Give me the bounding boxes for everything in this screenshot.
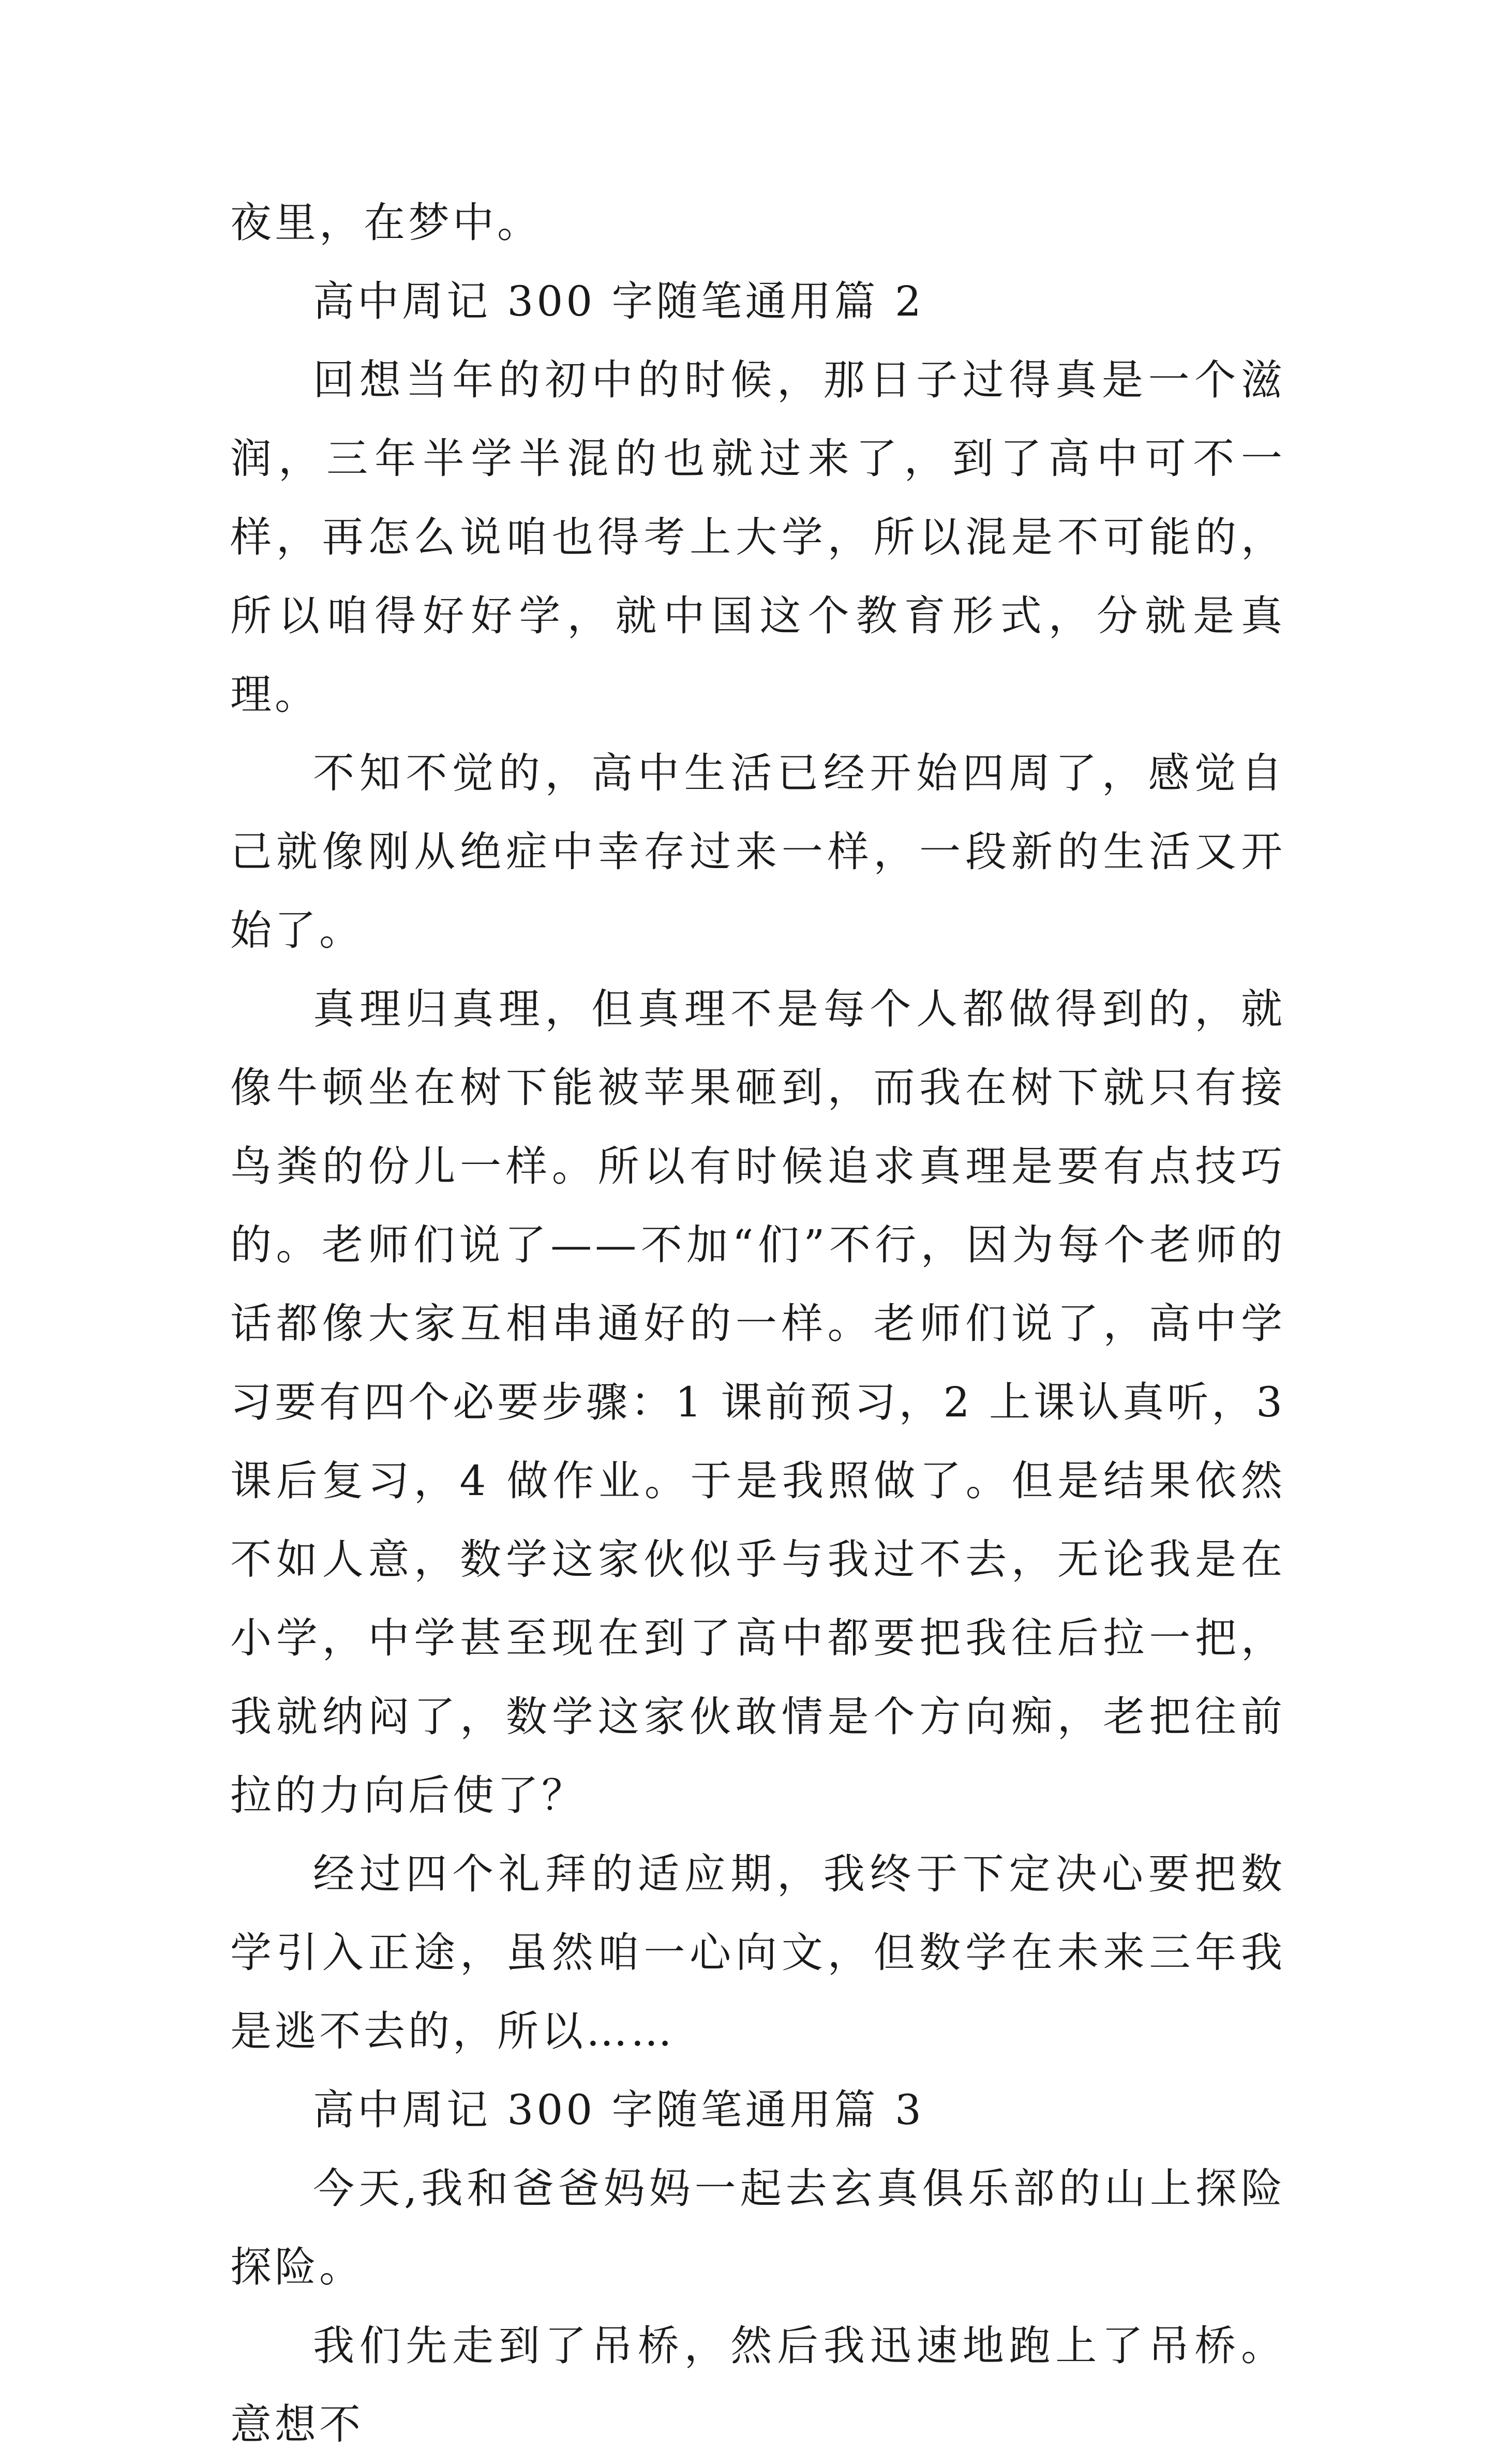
- document-body: [230, 184, 1285, 2464]
- paragraph-continuation: 夜里，在梦中。: [230, 199, 542, 247]
- paragraph: 真理归真理，但真理不是每个人都做得到的，就像牛顿坐在树下能被苹果砸到，而我在树下就只有接鸟粪的份儿一样。所以有时候追求真理是要有点技巧的。老师们说了——不加“们”不行，因为每个老师的话都像大家互相串通好的一样。老师们说了，高中学习要有四个必要步骤：1 课前预习，2 上课认真听，3 课后复习，4 做作业。于是我照做了。但是结果依然不如人意，数学这家伙似乎与我过不去，无论我是在小学，中学甚至现在到了高中都要把我往后拉一把，我就纳闷了，数学这家伙敢情是个方向痴，老把往前拉的力向后使了？: [230, 985, 1285, 1819]
- paragraph: 今天,我和爸爸妈妈一起去玄真俱乐部的山上探险探险。: [230, 2164, 1285, 2291]
- paragraph: 经过四个礼拜的适应期，我终于下定决心要把数学引入正途，虽然咱一心向文，但数学在未来三年我是逃不去的，所以……: [230, 1850, 1285, 2055]
- section-heading-2: 高中周记 300 字随笔通用篇 2: [313, 277, 924, 325]
- paragraph: 不知不觉的，高中生活已经开始四周了，感觉自己就像刚从绝症中幸存过来一样，一段新的生活又开始了。: [230, 749, 1285, 954]
- paragraph: 回想当年的初中的时候，那日子过得真是一个滋润，三年半学半混的也就过来了，到了高中可不一样，再怎么说咱也得考上大学，所以混是不可能的，所以咱得好好学，就中国这个教育形式，分就是真理。: [230, 356, 1285, 719]
- paragraph: 我们先走到了吊桥，然后我迅速地跑上了吊桥。意想不: [230, 2322, 1285, 2448]
- section-heading-3: 高中周记 300 字随笔通用篇 3: [313, 2086, 924, 2134]
